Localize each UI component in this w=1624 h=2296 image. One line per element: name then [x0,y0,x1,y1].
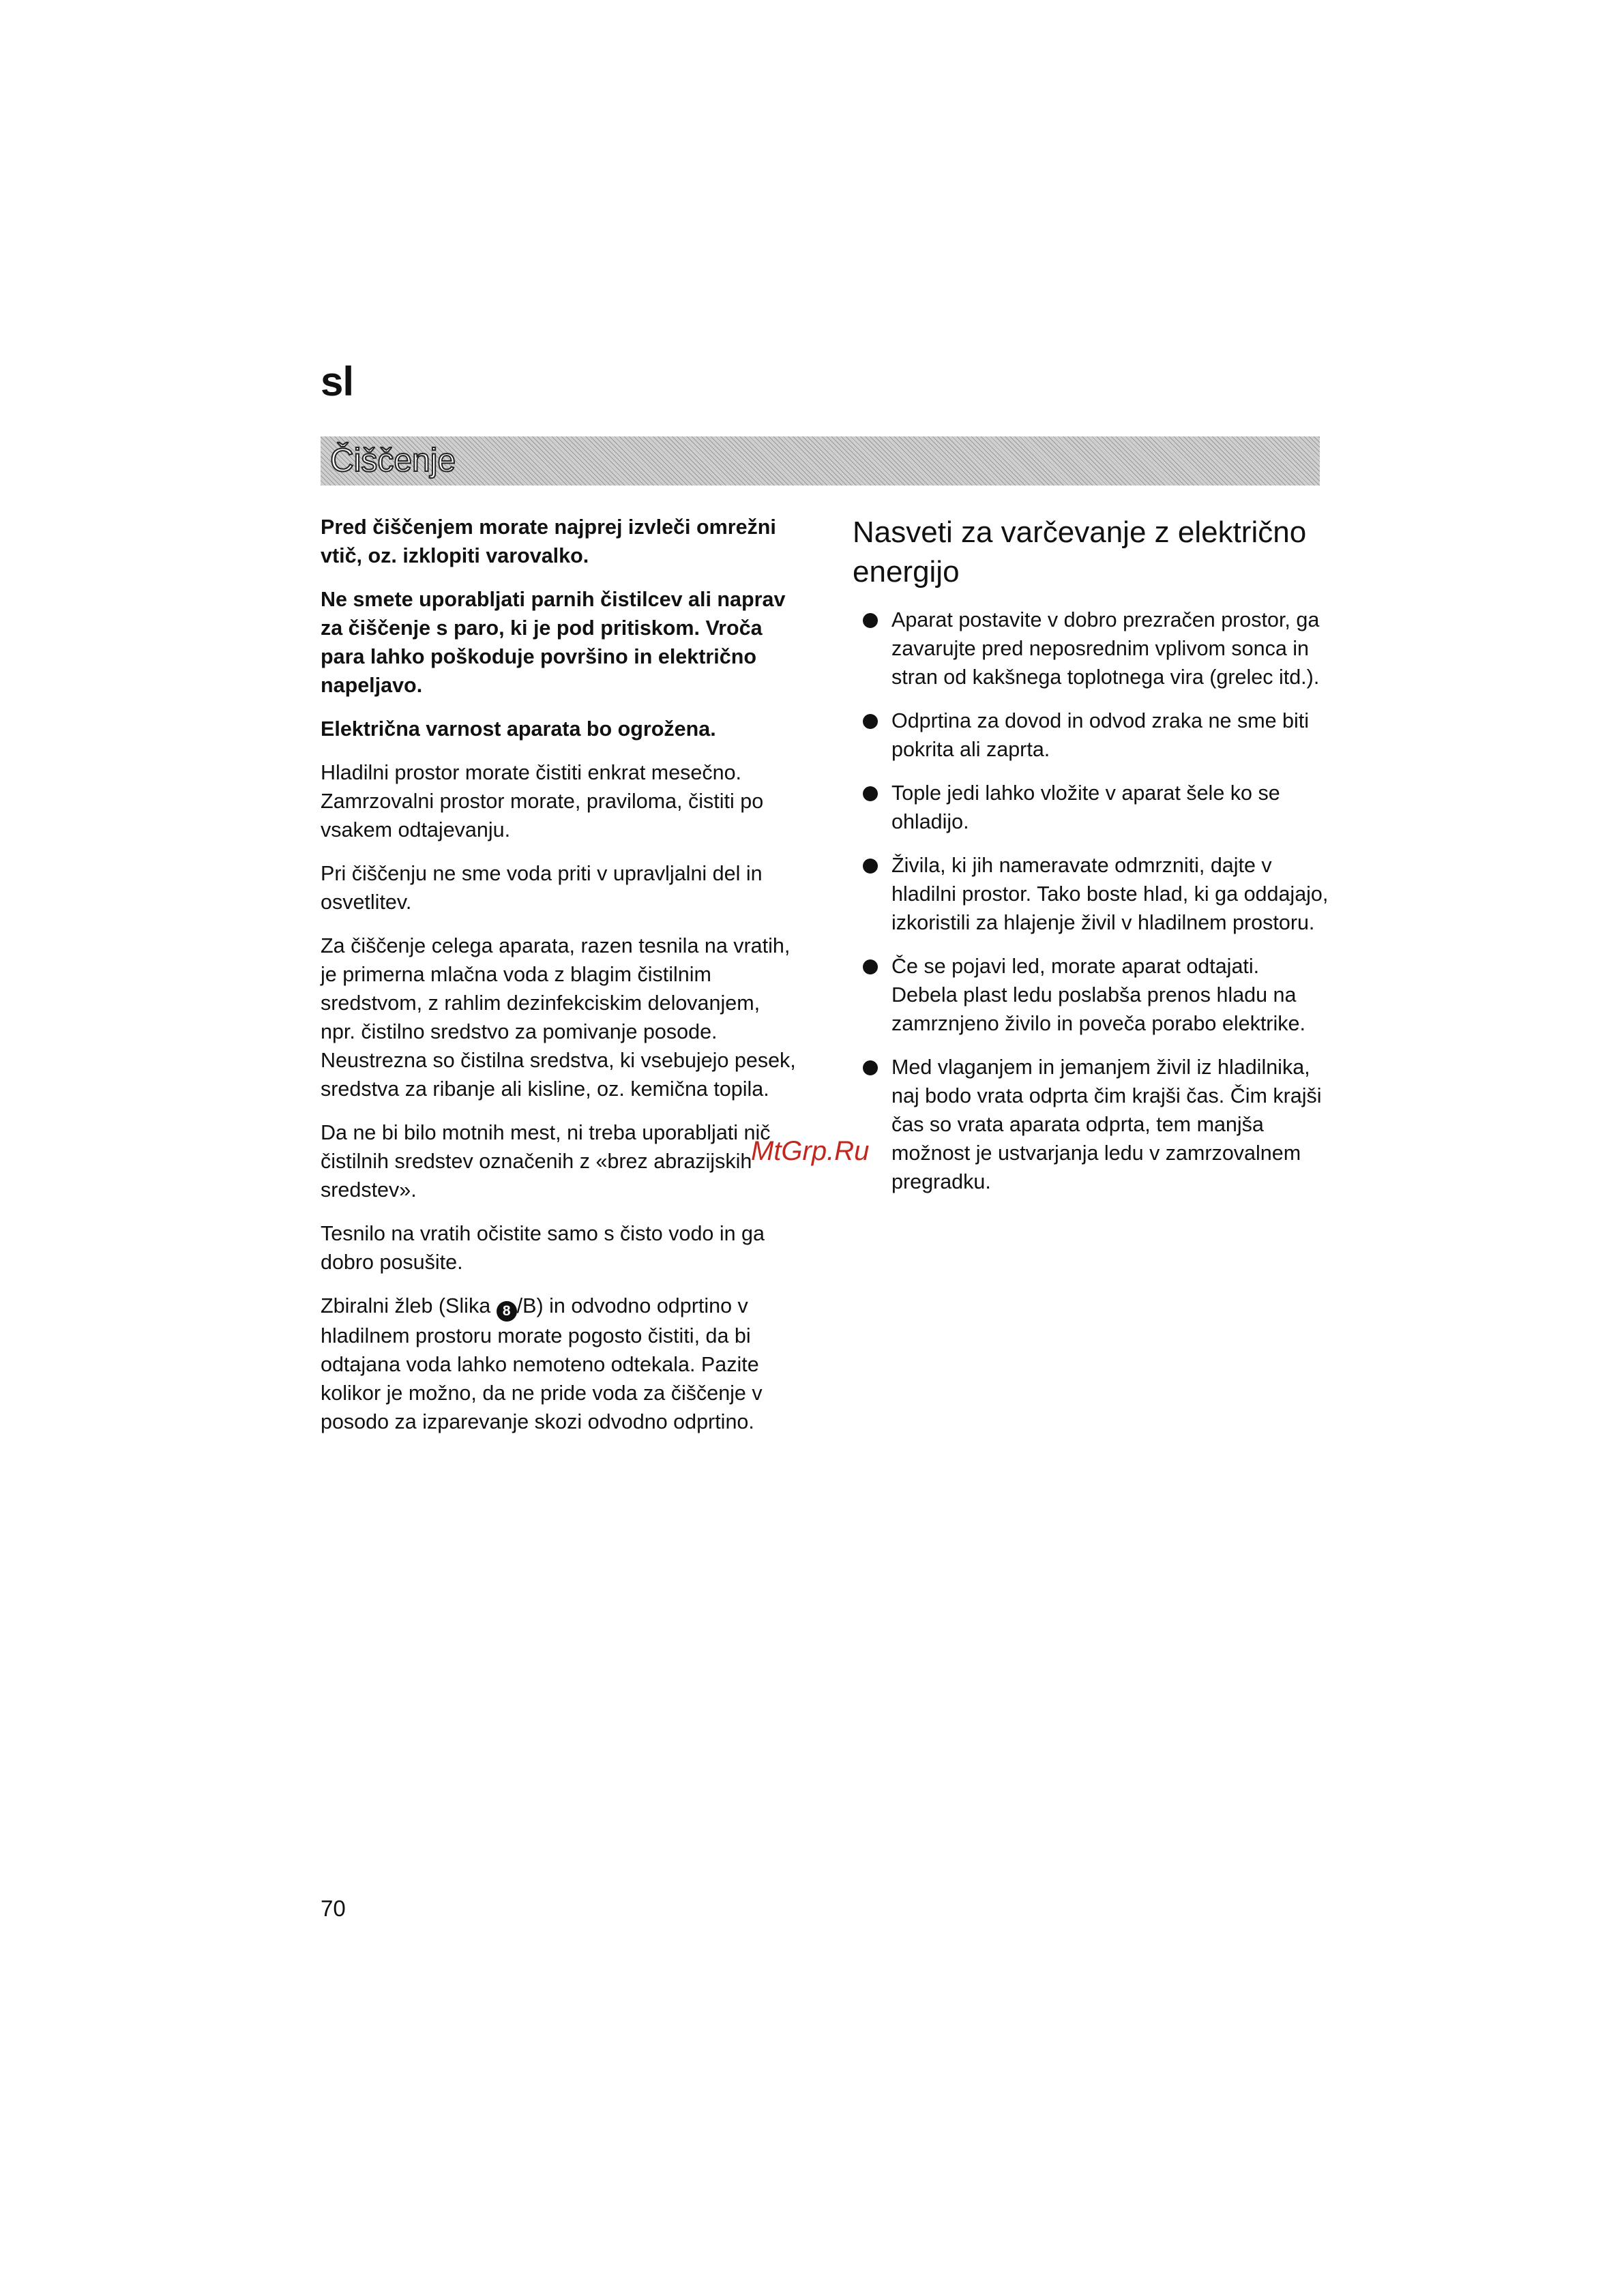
drain-text-start: Zbiralni žleb (Slika [321,1294,497,1317]
list-item [853,706,1330,764]
bullet-icon [863,959,878,974]
bullet-icon [863,859,878,874]
bullet-icon [863,786,878,801]
warning-steam-cleaner: Ne smete uporabljati parnih čistilcev ali naprav za čiščenje s paro, ki je pod pritiskom. Vroča para lahko poškoduje površino in električno napeljavo. [321,588,786,697]
list-item [853,851,1330,937]
figure-reference-icon: 8 [497,1301,517,1322]
warning-electrical-safety: Električna varnost aparata bo ogrožena. [321,717,716,741]
tip-text: Tople jedi lahko vložite v aparat šele ko se ohladijo. [891,781,1280,833]
door-seal-cleaning: Tesnilo na vratih očistite samo s čisto vodo in ga dobro posušite. [321,1222,765,1274]
tip-text: Med vlaganjem in jemanjem živil iz hladilnika, naj bodo vrata odprta čim krajši čas. Čim krajši čas so vrata aparata odprta, tem manjša možnost je ustvarjanja ledu v zamrzovalnem pregradku. [891,1056,1322,1193]
energy-tips-heading: Nasveti za varčevanje z električno energijo [853,516,1307,588]
bullet-icon [863,1060,878,1075]
tip-text: Odprtina za dovod in odvod zraka ne sme biti pokrita ali zaprta. [891,709,1310,761]
language-code: sl [321,359,354,404]
warning-unplug: Pred čiščenjem morate najprej izvleči omrežni vtič, oz. izklopiti varovalko. [321,516,776,567]
cleaning-frequency: Hladilni prostor morate čistiti enkrat mesečno. Zamrzovalni prostor morate, praviloma, čistiti po vsakem odtajevanju. [321,761,764,841]
page-number: 70 [321,1896,346,1921]
tip-text: Aparat postavite v dobro prezračen prostor, ga zavarujte pred neposrednim vplivom sonca in stran od kakšnega toplotnega vira (grelec itd.). [891,608,1320,689]
list-item [853,606,1330,691]
drain-channel-cleaning [321,1292,798,1436]
list-item [853,779,1330,836]
cleaning-agents: Za čiščenje celega aparata, razen tesnila na vratih, je primerna mlačna voda z blagim čistilnim sredstvom, z rahlim dezinfekciskim delovanjem, npr. čistilno sredstvo za pomivanje posode. Neustrezna so čistilna sredstva, ki vsebujejo pesek, sredstva za ribanje ali kisline, oz. kemična topila. [321,934,796,1101]
tip-text: Če se pojavi led, morate aparat odtajati. Debela plast ledu poslabša prenos hladu na zamrznjeno živilo in poveča porabo elektrike. [891,955,1305,1035]
cleaning-matte-spots: Da ne bi bilo motnih mest, ni treba uporabljati nič čistilnih sredstev označenih z «brez abrazijskih sredstev». [321,1121,771,1202]
energy-tips-list [853,606,1330,1196]
tip-text: Živila, ki jih nameravate odmrzniti, dajte v hladilni prostor. Tako boste hlad, ki ga oddajajo, izkoristili za hlajenje živil v hladilnem prostoru. [891,854,1329,934]
cleaning-water-warning: Pri čiščenju ne sme voda priti v upravljalni del in osvetlitev. [321,862,763,914]
energy-tips-column [853,513,1330,1211]
drain-text-end: /B) in odvodno odprtino v hladilnem prostoru morate pogosto čistiti, da bi odtajana voda lahko nemoteno odtekala. Pazite kolikor je možno, da ne pride voda za čiščenje v posodo za izparevanje skozi odvodno odprtino. [321,1294,763,1433]
bullet-icon [863,613,878,628]
watermark: MtGrp.Ru [751,1136,870,1166]
section-header-bar [321,436,1320,486]
bullet-icon [863,714,878,729]
section-title: Čiščenje [330,443,456,479]
cleaning-column [321,513,798,1451]
list-item [853,952,1330,1038]
list-item [853,1053,1330,1196]
